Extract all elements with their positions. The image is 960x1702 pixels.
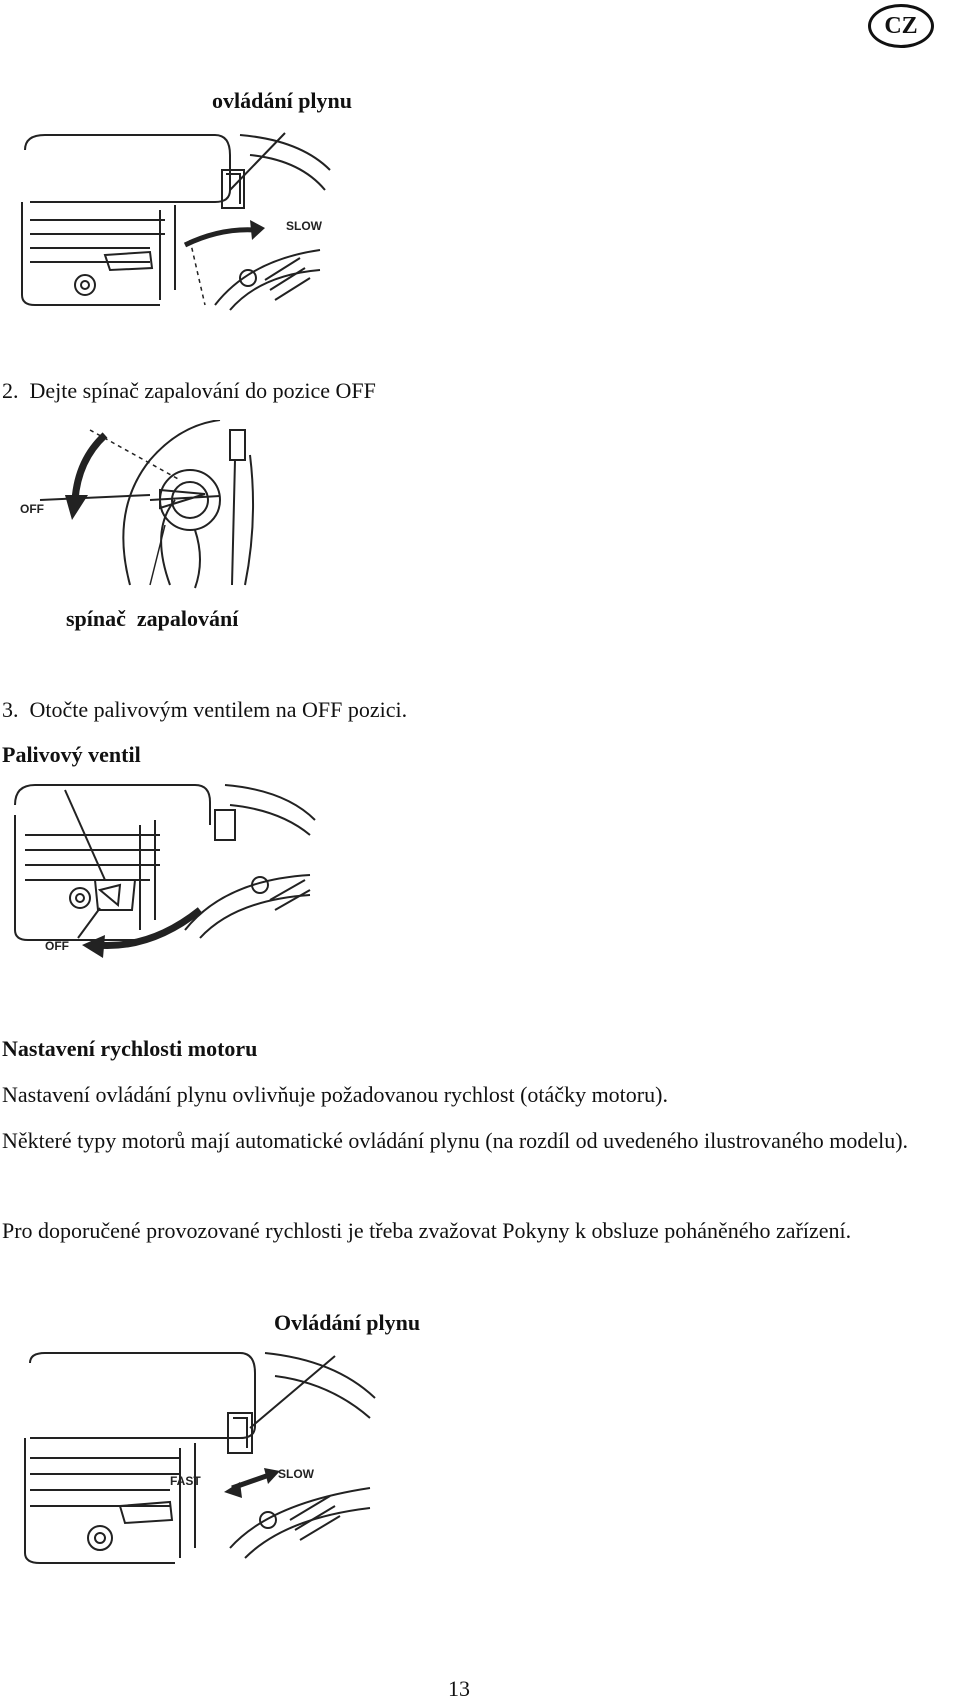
language-badge: CZ	[868, 4, 934, 48]
paragraph-3: Pro doporučené provozované rychlosti je třeba zvažovat Pokyny k obsluze poháněného zařízení.	[2, 1218, 852, 1243]
figure4-caption: Ovládání plynu	[274, 1310, 421, 1335]
off-label: OFF	[20, 502, 44, 516]
figure1-caption: ovládání plynu	[212, 88, 353, 113]
slow-label: SLOW	[278, 1467, 314, 1481]
throttle-slow-illustration	[0, 130, 340, 312]
step-3-text: 3. Otočte palivovým ventilem na OFF pozici.	[2, 697, 408, 722]
fast-label: FAST	[170, 1474, 201, 1488]
throttle-fast-slow-illustration	[0, 1348, 400, 1588]
figure3-caption: Palivový ventil	[2, 742, 141, 767]
slow-label: SLOW	[286, 219, 322, 233]
step-2-text: 2. Dejte spínač zapalování do pozice OFF	[2, 378, 376, 403]
page-number: 13	[448, 1676, 470, 1701]
section-heading: Nastavení rychlosti motoru	[2, 1036, 258, 1061]
off-label: OFF	[45, 939, 69, 953]
ignition-switch-illustration	[0, 420, 300, 590]
paragraph-1: Nastavení ovládání plynu ovlivňuje požadovanou rychlost (otáčky motoru).	[2, 1082, 668, 1107]
paragraph-2: Některé typy motorů mají automatické ovládání plynu (na rozdíl od uvedeného ilustrovaného modelu).	[2, 1128, 909, 1153]
fuel-valve-illustration	[0, 780, 340, 970]
figure2-caption: spínač zapalování	[66, 606, 239, 631]
